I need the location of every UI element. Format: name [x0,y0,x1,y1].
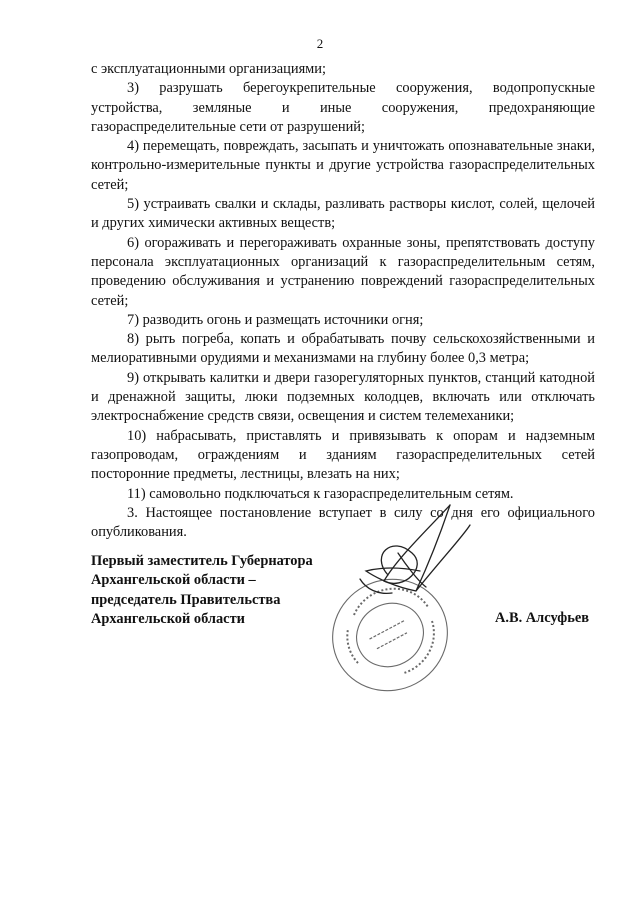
position-line-1: Первый заместитель Губернатора [91,553,313,569]
list-item-11: 11) самовольно подключаться к газораспределительным сетям. [127,485,514,502]
list-item-7: 7) разводить огонь и размещать источники огня; [127,311,424,328]
official-stamp [313,559,467,705]
list-item-4: 4) перемещать, повреждать, засыпать и уничтожать опознавательные знаки, контрольно-измерительные пункты и другие устройства газораспределительных сетей; [91,138,595,193]
list-item-10: 10) набрасывать, приставлять и привязывать к опорам и надземным газопроводам, ограждениям и зданиям газораспределительных сетей посторонние предметы, лестницы, влезать на них; [91,427,595,483]
clause-3-effective-date: 3. Настоящее постановление вступает в силу со дня его официального опубликования. [91,504,595,541]
official-stamp-and-signature [300,495,480,705]
list-item-9: 9) открывать калитки и двери газорегуляторных пунктов, станций катодной и дренажной защиты, люки подземных колодцев, включать или отключать электроснабжение средств связи, освещения и систем телемеханики; [91,369,595,425]
position-line-4: Архангельской области [91,610,245,627]
page-number: 2 [316,36,324,51]
position-line-2: Архангельской области – [91,572,256,589]
list-item-8: 8) рыть погреба, копать и обрабатывать почву сельскохозяйственными и мелиоративными орудиями и механизмами на глубину более 0,3 метра; [91,331,595,367]
position-line-3: председатель Правительства [91,591,281,608]
paragraph-continuation: с эксплуатационными организациями; [91,61,326,77]
document-body [91,60,595,542]
signatory-name: А.В. Алсуфьев [495,610,590,626]
list-item-5: 5) устраивать свалки и склады, разливать растворы кислот, солей, щелочей и других химически активных веществ; [91,196,595,232]
list-item-3: 3) разрушать берегоукрепительные сооружения, водопропускные устройства, земляные и иные сооружения, предохраняющие газораспределительные сети от разрушений; [91,80,595,135]
handwritten-signature [360,505,470,593]
list-item-6: 6) огораживать и перегораживать охранные зоны, препятствовать доступу персонала эксплуатационных организаций к газораспределительным сетям, проведению обслуживания и устранению повреждений газораспределительных сетей; [91,234,595,309]
